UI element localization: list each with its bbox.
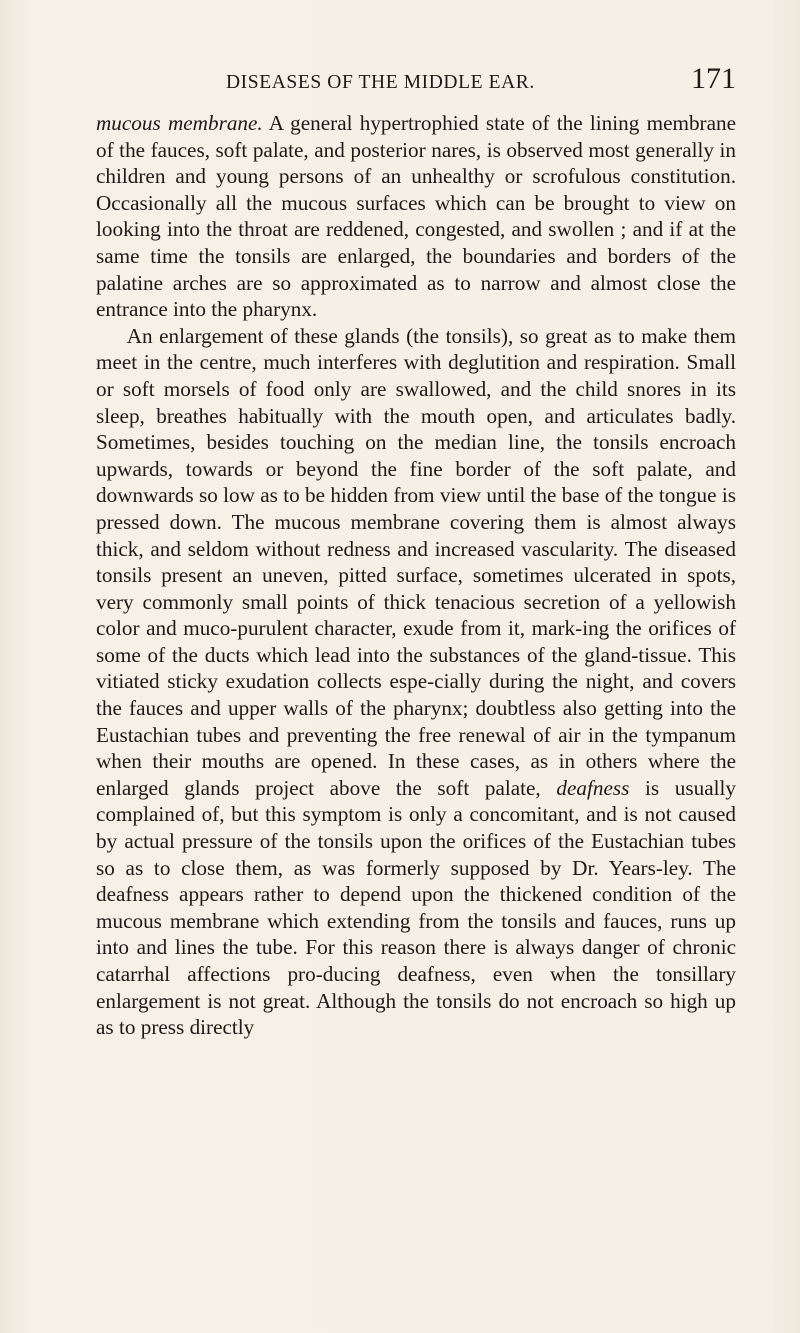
running-head (96, 62, 736, 102)
paragraph-text: A general hypertrophied state of the lining membrane of the fauces, soft palate, and posterior nares, is observed most generally in children and young persons of an unhealthy or scrofulous constitution. Occasionally all the mucous surfaces which can be brought to view on looking into the throat are reddened, congested, and swollen ; and if at the same time the tonsils are enlarged, the boundaries and borders of the palatine arches are so approximated as to narrow and almost close the entrance into the pharynx. (96, 111, 737, 322)
paragraph-text: An enlargement of these glands (the tonsils), so great as to make them meet in the centre, much interferes with deglutition and respiration. Small or soft morsels of food only are swallowed, and the child snores in its sleep, breathes habitually with the mouth open, and articulates badly. Sometimes, besides touching on the median line, the tonsils encroach upwards, towards or beyond the fine border of the soft palate, and downwards so low as to be hidden from view until the base of the tongue is pressed down. The mucous membrane covering them is almost always thick, and seldom without redness and increased vascularity. The diseased tonsils present an uneven, pitted surface, sometimes ulcerated in spots, very commonly small points of thick tenacious secretion of a yellowish color and muco-purulent character, exude from it, mark-ing the orifices of some of the ducts which lead into the substances of the gland-tissue. This vitiated sticky exudation collects espe-cially during the night, and covers the fauces and upper walls of the pharynx; doubtless also getting into the Eustachian tubes and preventing the free renewal of air in the tympanum when their mouths are opened. In these cases, as in others where the enlarged glands project above the soft palate, (96, 323, 736, 800)
page-number: 171 (691, 62, 736, 95)
paragraph-text: is usually complained of, but this symptom is only a concomitant, and is not caused by actual pressure of the tonsils upon the orifices of the Eustachian tubes so as to close them, as was formerly supposed by Dr. Years-ley. The deafness appears rather to depend upon the thickened condition of the mucous membrane which extending from the tonsils and fauces, runs up into and lines the tube. For this reason there is always danger of chronic catarrhal affections pro-ducing deafness, even when the tonsillary enlargement is not great. Although the tonsils do not encroach so high up as to press directly (96, 775, 736, 1040)
body-text (96, 110, 736, 1041)
running-title: DISEASES OF THE MIDDLE EAR. (226, 72, 535, 93)
italic-lead-phrase: mucous membrane. (96, 111, 263, 135)
paragraph (96, 110, 736, 323)
paragraph (96, 323, 736, 1041)
italic-term: deafness (556, 775, 630, 800)
